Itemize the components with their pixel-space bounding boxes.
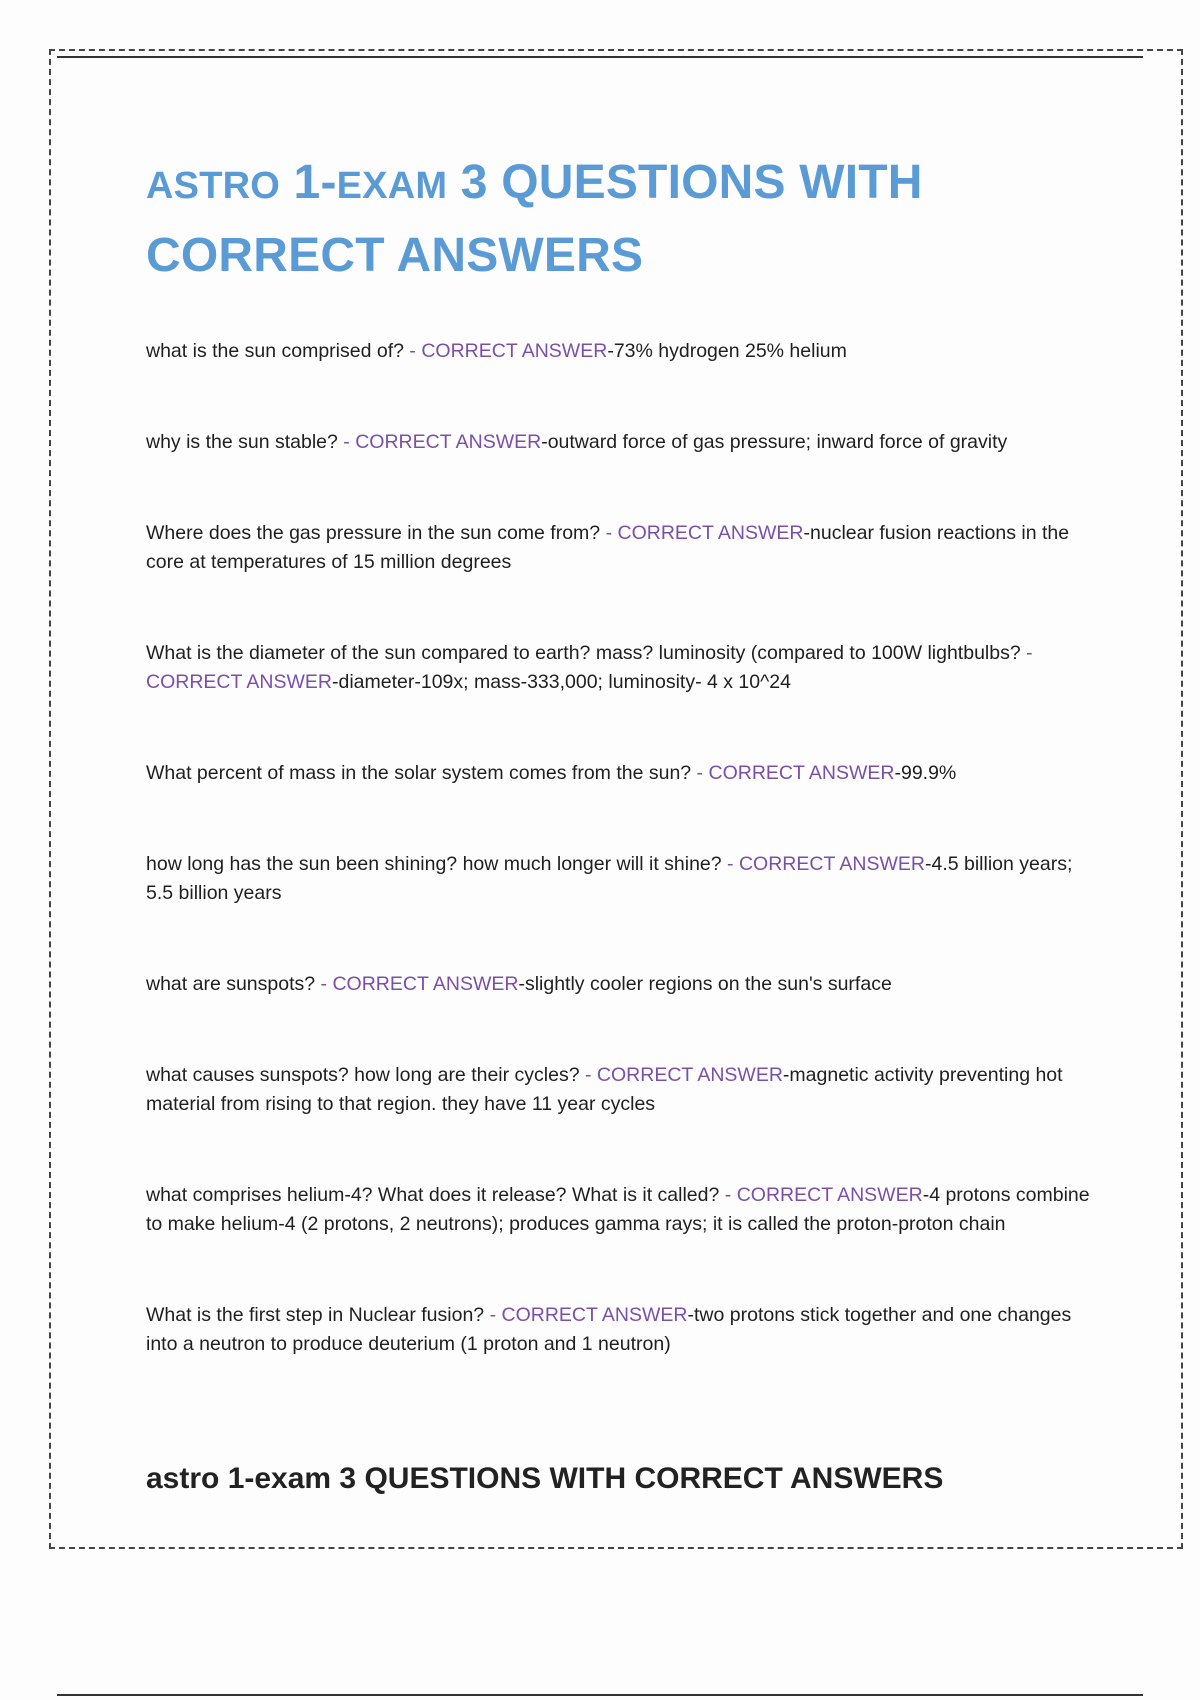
answer-text: magnetic activity preventing hot material from rising to that region. they have 11 year cycles [146, 1064, 1063, 1115]
answer-text: two protons stick together and one changes into a neutron to produce deuterium (1 proton and 1 neutron) [146, 1304, 1072, 1355]
qa-item [146, 1061, 1096, 1119]
title-part-rest: 3 QUESTIONS WITH CORRECT ANSWERS [146, 156, 923, 282]
answer-joiner: - [332, 671, 339, 693]
answer-joiner: - [687, 1304, 694, 1326]
question-text: why is the sun stable? [146, 431, 338, 453]
question-text: what comprises helium-4? What does it release? What is it called? [146, 1184, 720, 1206]
answer-text: 4 protons combine to make helium-4 (2 protons, 2 neutrons); produces gamma rays; it is called the proton-proton chain [146, 1184, 1090, 1235]
question-text: what is the sun comprised of? [146, 340, 404, 362]
answer-joiner: - [803, 522, 810, 544]
bottom-rule [57, 1694, 1143, 1696]
qa-list [146, 337, 1096, 1359]
answer-separator: - [691, 762, 709, 784]
answer-text: diameter-109x; mass-333,000; luminosity- 4 x 10^24 [338, 671, 791, 693]
answer-separator: - [403, 340, 422, 362]
question-text: What percent of mass in the solar system comes from the sun? [146, 762, 692, 784]
qa-item [146, 1301, 1096, 1359]
answer-text: 73% hydrogen 25% helium [613, 340, 847, 362]
correct-answer-label: CORRECT ANSWER [596, 1064, 783, 1086]
answer-joiner: - [518, 973, 525, 995]
qa-item [146, 337, 1096, 366]
answer-text: 99.9% [900, 762, 957, 784]
page-title [146, 148, 1096, 291]
answer-joiner: - [894, 762, 901, 784]
answer-joiner: - [924, 853, 932, 875]
answer-separator: - [315, 973, 333, 995]
qa-item [146, 970, 1096, 999]
question-text: what are sunspots? [146, 973, 316, 995]
qa-item [146, 1181, 1096, 1239]
answer-separator: - [484, 1304, 502, 1326]
answer-separator: - [337, 431, 356, 453]
correct-answer-label: CORRECT ANSWER [617, 522, 804, 544]
document-body [146, 148, 1096, 1421]
answer-joiner: - [607, 340, 614, 362]
correct-answer-label: CORRECT ANSWER [355, 431, 542, 453]
correct-answer-label: CORRECT ANSWER [332, 973, 519, 995]
answer-text: slightly cooler regions on the sun's surface [524, 973, 892, 995]
correct-answer-label: CORRECT ANSWER [738, 853, 925, 875]
question-text: what causes sunspots? how long are their cycles? [146, 1064, 580, 1086]
footer-title: astro 1-exam 3 QUESTIONS WITH CORRECT ANSWERS [146, 1462, 944, 1495]
title-part-astro: ASTRO [146, 165, 280, 207]
answer-text: 4.5 billion years; 5.5 billion years [146, 853, 1073, 904]
question-text: how long has the sun been shining? how much longer will it shine? [146, 853, 722, 875]
correct-answer-label: CORRECT ANSWER [708, 762, 895, 784]
qa-item [146, 850, 1096, 908]
answer-separator: - [1020, 642, 1033, 664]
answer-text: outward force of gas pressure; inward force of gravity [547, 431, 1008, 453]
correct-answer-label: CORRECT ANSWER [501, 1304, 688, 1326]
qa-item [146, 759, 1096, 788]
question-text: What is the diameter of the sun compared to earth? mass? luminosity (compared to 100W lightbulbs? [146, 642, 1021, 664]
answer-separator: - [719, 1184, 737, 1206]
answer-separator: - [579, 1064, 597, 1086]
correct-answer-label: CORRECT ANSWER [736, 1184, 923, 1206]
qa-item [146, 428, 1096, 457]
qa-item [146, 639, 1096, 697]
question-text: Where does the gas pressure in the sun come from? [146, 522, 601, 544]
correct-answer-label: CORRECT ANSWER [421, 340, 608, 362]
question-text: What is the first step in Nuclear fusion? [146, 1304, 485, 1326]
title-part-number: 1- [293, 156, 337, 209]
correct-answer-label: CORRECT ANSWER [146, 671, 332, 693]
answer-text: nuclear fusion reactions in the core at temperatures of 15 million degrees [146, 522, 1070, 573]
answer-separator: - [721, 853, 739, 875]
answer-joiner: - [922, 1184, 930, 1206]
answer-joiner: - [782, 1064, 790, 1086]
answer-joiner: - [541, 431, 548, 453]
title-part-exam: EXAM [336, 165, 448, 207]
answer-separator: - [600, 522, 618, 544]
qa-item [146, 519, 1096, 577]
